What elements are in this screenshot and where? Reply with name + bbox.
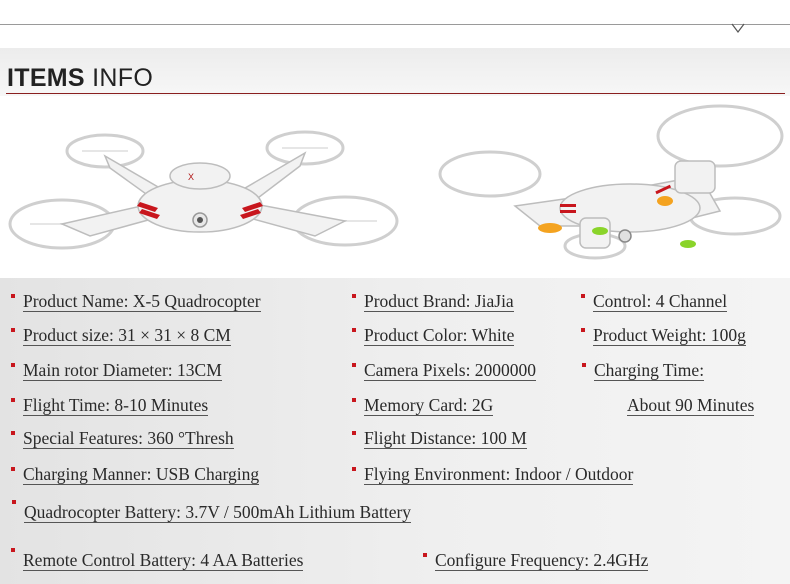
spec-text: Product Name: X-5 Quadrocopter	[23, 291, 261, 311]
bullet-icon	[11, 548, 15, 552]
spec-camera-pixels	[364, 360, 536, 381]
spec-text: Main rotor Diameter: 13CM	[23, 360, 222, 380]
spec-product-size	[23, 325, 231, 346]
spec-panel	[0, 278, 790, 584]
spec-flight-distance	[364, 428, 527, 449]
spec-text: Configure Frequency: 2.4GHz	[435, 550, 649, 570]
spec-flying-environment	[364, 464, 633, 485]
spec-product-weight	[593, 325, 746, 346]
spec-flight-time	[23, 395, 208, 416]
spec-charging-time-value	[627, 395, 754, 416]
spec-text: Charging Time:	[594, 360, 705, 380]
spec-text: About 90 Minutes	[627, 395, 755, 415]
section-title	[7, 64, 153, 93]
spec-memory-card	[364, 395, 493, 416]
spec-remote-battery	[23, 550, 303, 571]
spec-control	[593, 291, 727, 312]
quadcopter-side-view	[420, 96, 790, 278]
bullet-icon	[352, 363, 356, 367]
bullet-icon	[581, 294, 585, 298]
spec-charging-manner	[23, 464, 259, 485]
bullet-icon	[581, 328, 585, 332]
spec-text: Memory Card: 2G	[364, 395, 494, 415]
product-images	[0, 96, 790, 278]
spec-text: Product size: 31 × 31 × 8 CM	[23, 325, 231, 345]
bullet-icon	[11, 363, 15, 367]
bullet-icon	[12, 500, 16, 504]
spec-text: Camera Pixels: 2000000	[364, 360, 537, 380]
section-title-bold: ITEMS	[7, 64, 85, 92]
spec-product-brand	[364, 291, 514, 312]
spec-text: Product Weight: 100g	[593, 325, 746, 345]
spec-product-name	[23, 291, 261, 312]
bullet-icon	[352, 431, 356, 435]
chevron-down-icon	[731, 22, 745, 34]
bullet-icon	[11, 467, 15, 471]
spec-rotor-diameter	[23, 360, 222, 381]
spec-text: Control: 4 Channel	[593, 291, 728, 311]
bullet-icon	[352, 467, 356, 471]
bullet-icon	[11, 398, 15, 402]
bullet-icon	[352, 328, 356, 332]
spec-text: Special Features: 360 °Thresh	[23, 428, 234, 448]
spec-text: Charging Manner: USB Charging	[23, 464, 260, 484]
top-divider	[0, 24, 790, 25]
bullet-icon	[352, 398, 356, 402]
spec-quad-battery	[24, 502, 411, 523]
spec-charging-time-label	[594, 360, 704, 381]
section-title-rest: INFO	[84, 64, 154, 92]
bullet-icon	[11, 328, 15, 332]
spec-frequency	[435, 550, 648, 571]
spec-text: Flight Time: 8-10 Minutes	[23, 395, 209, 415]
quadcopter-front-view	[0, 96, 400, 278]
spec-text: Product Color: White	[364, 325, 515, 345]
bullet-icon	[582, 363, 586, 367]
spec-text: Remote Control Battery: 4 AA Batteries	[23, 550, 304, 570]
spec-text: Flying Environment: Indoor / Outdoor	[364, 464, 634, 484]
title-underline	[6, 93, 785, 94]
bullet-icon	[423, 553, 427, 557]
bullet-icon	[11, 294, 15, 298]
spec-text: Quadrocopter Battery: 3.7V / 500mAh Lithium Battery	[24, 502, 412, 522]
spec-special-features	[23, 428, 234, 449]
spec-text: Flight Distance: 100 M	[364, 428, 527, 448]
svg-text:X: X	[188, 172, 195, 182]
bullet-icon	[352, 294, 356, 298]
spec-text: Product Brand: JiaJia	[364, 291, 514, 311]
spec-product-color	[364, 325, 514, 346]
bullet-icon	[11, 431, 15, 435]
